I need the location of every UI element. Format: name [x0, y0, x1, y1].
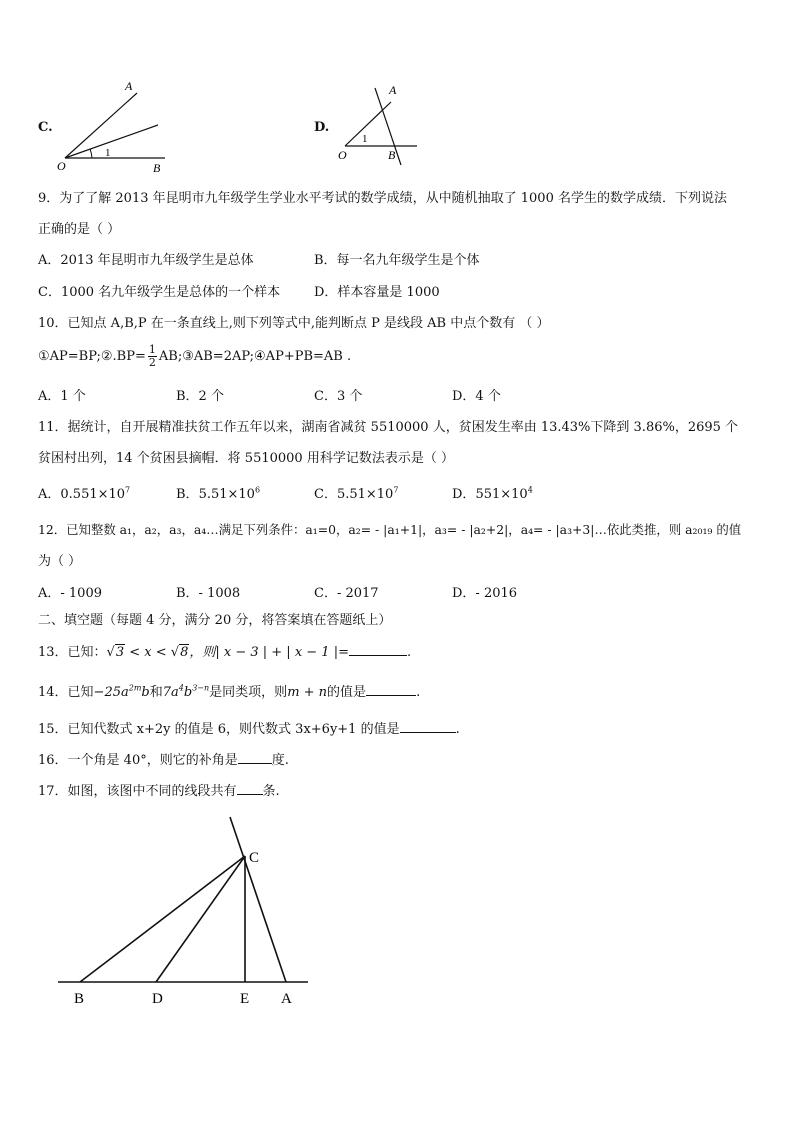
q10-option-c: C．3 个 [314, 389, 363, 404]
q17-stem: 17．如图，该图中不同的线段共有 条. [38, 784, 280, 799]
point-b-label: B [74, 991, 85, 1007]
q14-stem: 14．已知$-25a^{2m}b$和$7a^4b^{3-n}$是同类项，则m + n的值是 . [38, 683, 421, 700]
section-heading-fill-in: 二、填空题（每题 4 分，满分 20 分，将答案填在答题纸上） [38, 613, 392, 628]
option-d-label: D. [314, 120, 330, 135]
point-o-label: O [338, 148, 347, 162]
q10-part1: ①AP=BP;②.BP= [38, 349, 146, 364]
q10-option-d: D．4 个 [452, 389, 501, 404]
q9-stem-line2: 正确的是（ ） [38, 222, 121, 237]
angle-1-label: 1 [362, 133, 368, 145]
q11-option-c: C．$5.51\times 10^7$ [314, 485, 399, 502]
ray-middle [65, 125, 158, 158]
q9-option-c: C．1000 名九年级学生是总体的一个样本 [38, 285, 281, 300]
fraction-one-half: $\frac{1}{2}$ [148, 343, 156, 369]
point-a-label: A [125, 79, 133, 93]
q9-option-b: B．每一名九年级学生是个体 [314, 253, 480, 268]
q13-stem: 13．已知：√3 < x < √8，则| x − 3 | + | x − 1 |= . [38, 645, 412, 660]
q14-answer-blank[interactable] [366, 695, 416, 696]
figure-option-d [335, 80, 435, 170]
q9-option-a: A．2013 年昆明市九年级学生是总体 [38, 253, 254, 268]
q11-option-b: B．$5.51\times 10^6$ [176, 485, 261, 502]
point-o-label: O [57, 159, 66, 173]
q16-answer-blank[interactable] [238, 763, 272, 764]
point-b-label: B [388, 148, 396, 162]
q11-option-d: D．$551\times 10^4$ [452, 485, 533, 502]
q10-option-b: B．2 个 [176, 389, 224, 404]
figure-option-c [55, 78, 185, 176]
q17-answer-blank[interactable] [237, 794, 263, 795]
point-a-label: A [389, 83, 397, 97]
q13-answer-blank[interactable] [349, 655, 407, 656]
q12-stem-line1: 12．已知整数 a₁，a₂，a₃，a₄…满足下列条件：a₁=0，a₂= - |a₁+1|，a₃= - |a₂+2|，a₄= - |a₃+3|…依此类推，则 a₂₀₁₉ 的值 [38, 522, 742, 537]
point-d-label: D [152, 991, 163, 1007]
point-a-label: A [281, 991, 292, 1007]
q15-stem: 15．已知代数式 x+2y 的值是 6，则代数式 3x+6y+1 的值是 . [38, 722, 460, 737]
radicand-8: 8 [180, 645, 189, 660]
q12-option-c: C．- 2017 [314, 586, 379, 601]
ray-oa [345, 102, 391, 146]
angle-1-label: 1 [105, 147, 111, 159]
angle-arc [90, 149, 92, 158]
point-c-label: C [249, 850, 260, 866]
q10-option-a: A．1 个 [38, 389, 86, 404]
q10-stem-line2 [38, 344, 351, 369]
q9-option-d: D．样本容量是 1000 [314, 285, 440, 300]
point-e-label: E [240, 991, 250, 1007]
segment-dc [156, 856, 245, 982]
q11-stem-line2: 贫困村出列，14 个贫困县摘帽．将 5510000 用科学记数法表示是（ ） [38, 451, 454, 466]
q11-option-a: A．$0.551\times 10^7$ [38, 485, 131, 502]
line-through-c-and-a [230, 817, 286, 982]
figure-q17-line-segments [50, 812, 320, 1012]
q15-answer-blank[interactable] [400, 732, 456, 733]
point-b-label: B [153, 161, 161, 175]
q12-stem-line2: 为（ ） [38, 554, 82, 569]
q10-stem-line1: 10．已知点 A,B,P 在一条直线上,则下列等式中,能判断点 P 是线段 AB 中点个数有 （ ） [38, 316, 550, 331]
q12-option-a: A．- 1009 [38, 586, 102, 601]
segment-bc [80, 856, 245, 982]
q9-stem-line1: 9．为了了解 2013 年昆明市九年级学生学业水平考试的数学成绩，从中随机抽取了 1000 名学生的数学成绩．下列说法 [38, 191, 727, 206]
option-c-label: C. [38, 120, 53, 135]
q10-part2: AB;③AB=2AP;④AP+PB=AB . [158, 349, 352, 364]
q12-option-b: B．- 1008 [176, 586, 241, 601]
q12-option-d: D．- 2016 [452, 586, 518, 601]
q11-stem-line1: 11．据统计，自开展精准扶贫工作五年以来，湖南省减贫 5510000 人，贫困发生率由 13.43%下降到 3.86%，2695 个 [38, 420, 739, 435]
q16-stem: 16．一个角是 40°，则它的补角是 度. [38, 753, 289, 768]
radicand-3: 3 [115, 645, 125, 660]
ray-oa [65, 93, 137, 158]
